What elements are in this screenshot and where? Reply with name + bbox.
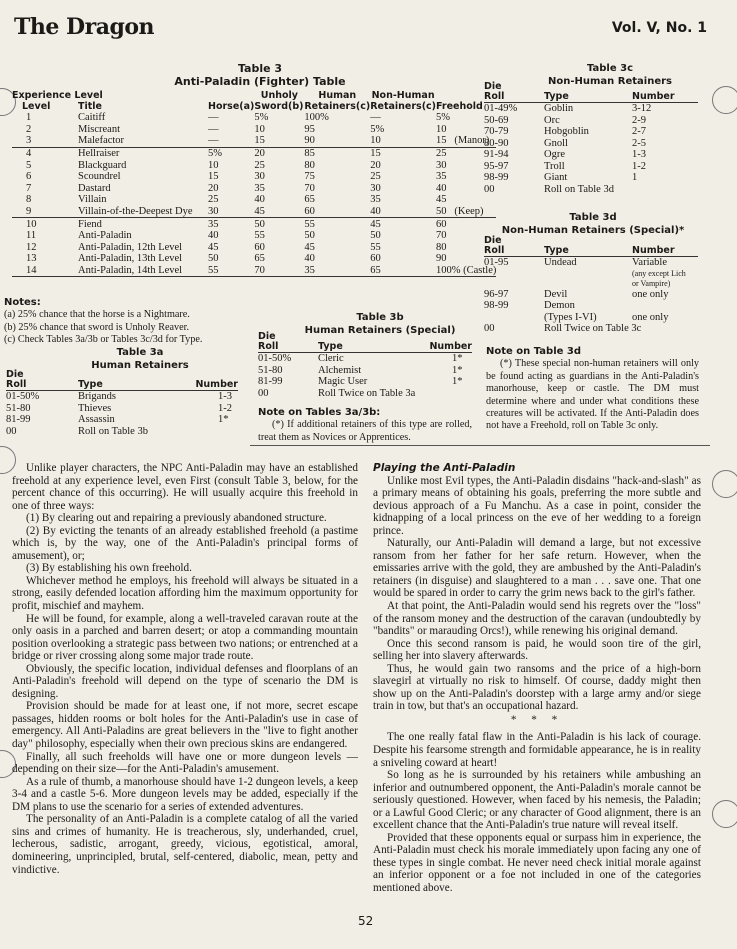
col-human-top: Human <box>318 90 357 101</box>
cell-sword: 5% <box>254 112 269 124</box>
binder-hole-mark <box>712 800 737 828</box>
paragraph: Whichever method he employs, his freehold will always be situated in a strong, easily defended location affording him the maximum opportunity for profit, mischief and mayhem. <box>12 574 358 613</box>
paragraph: At that point, the Anti-Paladin would send his regrets over the "loss" of the ransom money and the destruction of the caravan (undoubtedly by "bandits" or marauding Orcs!), while renewing his original demand. <box>373 599 701 638</box>
table-row <box>258 376 472 388</box>
table-row <box>484 269 698 279</box>
table-row <box>484 184 698 196</box>
cell-title: Villain-of-the-Deepest Dye <box>78 206 208 218</box>
table-row <box>12 218 496 230</box>
table3-subtitle: Anti-Paladin (Fighter) Table <box>174 75 346 88</box>
table3b-body <box>258 353 472 400</box>
paragraph: So long as he is surrounded by his retainers while ambushing an inferior and outnumbered opponent, the Anti-Paladin's morale cannot be seriously questioned. However, when faced by his nemesis, the Paladin; or a Lawful Good Cleric; or any character of Good alignment, there is an excellent chance that the Anti-Paladin's true nature will reveal itself. <box>373 769 701 832</box>
col-human: Retainers(c) <box>304 101 371 112</box>
cell-type: Goblin <box>544 103 574 114</box>
table-row <box>484 300 698 312</box>
table-row <box>484 103 698 115</box>
cell-horse: 50 <box>208 253 219 265</box>
paragraph: Unlike most Evil types, the Anti-Paladin disdains "hack-and-slash" as a primary means of obtaining his goals, preferring the more subtle and devious approach of a Fu Manchu. As a case in point, consider the kidnapping of a local princess on the eve of her wedding to a foreign prince. <box>373 474 701 537</box>
cell-level: 6 <box>26 171 32 183</box>
cell-number: 1 <box>632 172 638 183</box>
cell-level: 2 <box>26 123 32 135</box>
cell-roll: 01-49% <box>484 103 518 114</box>
table-row <box>12 171 496 183</box>
page-number: 52 <box>358 914 374 928</box>
note-tables-3a-3b <box>258 407 472 444</box>
cell-sword: 65 <box>254 253 265 265</box>
article-left-column <box>12 462 358 876</box>
table3a-body <box>6 391 238 438</box>
paragraph: Provision should be made for at least one, if not more, secret escape passages, hidden rooms or bolt holes for the Anti-Paladin's use in case of emergency. All Anti-Paladins are great believers in the "live to fight another day" philosophy, especially when their own precious skins are endangered. <box>12 700 358 751</box>
paragraph: Unlike player characters, the NPC Anti-Paladin may have an established freehold at any experience level, even First (consult Table 3, below, for the percent chance of this occurring). He will usually acquire this freehold in one of three ways: <box>12 462 358 512</box>
table3c <box>484 82 698 195</box>
table-row <box>6 414 238 426</box>
cell-horse: 40 <box>208 230 219 242</box>
table-row <box>12 265 496 277</box>
table3b-subtitle: Human Retainers (Special) <box>304 325 456 336</box>
cell-type: Hobgoblin <box>544 126 589 137</box>
cell-human-retainers: 85 <box>304 148 315 160</box>
cell-human-retainers: 80 <box>304 159 315 171</box>
table3d-title <box>484 211 702 237</box>
cell-sword: 55 <box>254 230 265 242</box>
cell-roll: 01-50% <box>258 353 292 364</box>
table-row <box>484 115 698 127</box>
cell-type: Troll <box>544 160 565 172</box>
cell-human-retainers: 55 <box>304 218 315 230</box>
cell-freehold: 45 <box>436 194 447 206</box>
anti-paladin-table <box>12 90 496 277</box>
col-level: Level <box>22 101 51 112</box>
table-row <box>12 183 496 195</box>
cell-freehold: 15 (Manor) <box>436 135 496 147</box>
cell-freehold: 100% (Castle) <box>436 265 497 277</box>
paragraph: As a rule of thumb, a manorhouse should have 1-2 dungeon levels, a keep 3-4 and a castle 5-6. More dungeon levels may be added, especially if the DM plans to use the scenario for a series of extended adventures. <box>12 775 358 813</box>
cell-number: 1* <box>452 364 463 376</box>
table-row <box>12 206 496 218</box>
table-row <box>484 172 698 184</box>
table-row <box>6 391 238 403</box>
cell-number: 2-5 <box>632 137 646 149</box>
cell-roll: 00 <box>484 323 495 334</box>
cell-title: Anti-Paladin, 13th Level <box>78 253 183 265</box>
table3d-subtitle: Non-Human Retainers (Special)* <box>501 225 685 236</box>
col-horse: Horse(a) <box>208 101 255 112</box>
table3d <box>484 236 698 335</box>
cell-level: 3 <box>12 135 78 147</box>
note-3ab-text: (*) If additional retainers of this type are rolled, treat them as Novices or Apprentices. <box>258 419 472 443</box>
cell-human-retainers: 60 <box>304 206 370 218</box>
cell-nonhuman-retainers: 50 <box>370 230 381 242</box>
table3a-col-type: Type <box>78 380 178 391</box>
right-paragraphs <box>373 475 701 713</box>
table3c-col-die: Die <box>484 81 502 92</box>
cell-freehold: 5% <box>436 112 451 124</box>
paragraph: The personality of an Anti-Paladin is a complete catalog of all the varied sins and crimes of humanity. He is treacherous, sly, underhanded, cruel, lecherous, sadistic, arrogant, greedy, vicious, egotistical, amoral, domineering, unprincipled, brutal, self-centered, diabolic, mean, petty and vindictive. <box>12 813 358 876</box>
cell-title: Anti-Paladin <box>78 230 132 242</box>
table3a-col-number: Number <box>178 380 238 391</box>
cell-sword: 15 <box>254 135 304 147</box>
note-b: (b) 25% chance that sword is Unholy Reaver. <box>4 321 190 333</box>
cell-roll: 50-69 <box>484 114 509 126</box>
note-table-3d <box>486 346 699 433</box>
cell-type: Magic User <box>318 376 368 387</box>
cell-number: 1* <box>452 376 463 387</box>
paragraph: Obviously, the specific location, individual defenses and floorplans of an Anti-Paladin's freehold will depend on the type of scenario the DM is designing. <box>12 662 358 700</box>
table-row <box>12 147 496 159</box>
cell-sword: 10 <box>254 123 265 135</box>
paragraph: (1) By clearing out and repairing a previously abandoned structure. <box>26 512 327 525</box>
col-nonhuman: Retainers(c) <box>370 101 437 112</box>
cell-number: 1-2 <box>218 402 232 414</box>
table3a <box>6 370 238 437</box>
cell-note: or Vampire) <box>632 278 671 288</box>
cell-freehold: 50 (Keep) <box>436 206 496 218</box>
table3b-col-die: Die <box>258 331 276 342</box>
table3a-title-text: Table 3a <box>116 347 164 358</box>
cell-type: Cleric <box>318 353 344 364</box>
cell-type: Gnoll <box>544 137 568 149</box>
cell-type: Giant <box>544 172 568 183</box>
cell-level: 8 <box>26 194 32 206</box>
table3c-body <box>484 103 698 196</box>
cell-level: 13 <box>26 253 37 265</box>
paragraph: He will be found, for example, along a well-traveled caravan route at the only oasis in a parched and barren desert; or atop a commanding mountain position overlooking a strategic pass between two nations; or entrenched at a bridge or river crossing along some major trade route. <box>12 612 358 663</box>
note-3d-title: Note on Table 3d <box>486 346 581 357</box>
table3b-col-roll: Roll <box>258 342 318 353</box>
cell-roll: 51-80 <box>6 402 31 414</box>
cell-human-retainers: 95 <box>304 123 315 135</box>
cell-title: Scoundrel <box>78 171 121 183</box>
cell-sword: 30 <box>254 171 265 183</box>
table3b-col-type: Type <box>318 342 412 353</box>
cell-number: 2-7 <box>632 126 646 137</box>
cell-human-retainers: 35 <box>304 265 370 277</box>
cell-horse: — <box>208 112 219 124</box>
cell-type: Roll Twice on Table 3a <box>318 387 416 399</box>
paragraph: (2) By evicting the tenants of an already established freehold (a pastime which is, by the way, one of the Anti-Paladin's principal forms of amusement), or; <box>12 524 358 562</box>
cell-roll: 98-99 <box>484 300 509 311</box>
binder-hole-mark <box>712 86 737 114</box>
table-row <box>258 353 472 365</box>
table-row <box>484 289 698 301</box>
table3d-col-die: Die <box>484 235 502 246</box>
cell-sword: 60 <box>254 241 265 253</box>
cell-horse: 55 <box>208 265 254 277</box>
cell-roll: 00 <box>258 387 269 399</box>
cell-horse: 20 <box>208 182 219 194</box>
cell-type: Brigands <box>78 391 116 402</box>
cell-freehold: 80 <box>436 241 447 253</box>
issue-label: Vol. V, No. 1 <box>611 20 707 36</box>
cell-type: Orc <box>544 114 560 126</box>
table-row <box>258 388 472 400</box>
cell-number: 1* <box>452 353 463 364</box>
cell-horse: 25 <box>208 194 219 206</box>
note-3d-text: (*) These special non-human retainers will only be found acting as guardians in the Anti-Paladin's manorhouse, keep or castle. The DM must determine where and under what conditions these creatures will be activated. If the Anti-Paladin does not have a Freehold, roll on Table 3c only. <box>486 358 699 432</box>
col-title: Title <box>78 101 102 112</box>
cell-sword: 40 <box>254 194 265 206</box>
cell-sword: 50 <box>254 218 265 230</box>
table3d-col-type: Type <box>544 246 632 257</box>
cell-roll: 00 <box>484 183 495 195</box>
note-c: (c) Check Tables 3a/3b or Tables 3c/3d for Type. <box>4 334 203 346</box>
cell-roll: 95-97 <box>484 160 509 172</box>
cell-roll: 70-79 <box>484 126 509 137</box>
cell-type: (Types I-VI) <box>544 311 597 323</box>
cell-roll: 01-50% <box>6 391 40 402</box>
cell-nonhuman-retainers: 20 <box>370 159 381 171</box>
cell-type: Roll Twice on Table 3c <box>544 323 642 334</box>
cell-title: Caitiff <box>78 112 106 124</box>
cell-number: 1-3 <box>218 391 232 402</box>
cell-sword: 45 <box>254 206 304 218</box>
cell-horse: 30 <box>208 206 254 218</box>
table-row <box>12 194 496 206</box>
table-row <box>484 149 698 161</box>
cell-title: Miscreant <box>78 123 120 135</box>
cell-nonhuman-retainers: 40 <box>370 206 436 218</box>
note-a: (a) 25% chance that the horse is a Nightmare. <box>4 309 190 321</box>
table3b-col-number: Number <box>412 342 472 353</box>
table-row <box>484 323 698 335</box>
table-row <box>12 159 496 171</box>
article-right-column <box>373 462 701 895</box>
col-experience: Experience Level <box>12 90 103 101</box>
table-row <box>12 230 496 242</box>
cell-freehold: 25 <box>436 148 447 160</box>
cell-level: 7 <box>26 182 32 194</box>
divider-rule <box>250 445 710 446</box>
paragraph: Provided that these opponents equal or surpass him in experience, the Anti-Paladin must check his morale immediately upon facing any one of these types in single combat. He never need check initial morale against an inferior opponent or a foe not included in one of the categories mentioned above. <box>373 831 701 894</box>
cell-number: 3-12 <box>632 103 652 114</box>
table3b-title-text: Table 3b <box>356 312 404 323</box>
cell-freehold: 10 <box>436 123 447 135</box>
section-divider: * * * <box>510 713 564 726</box>
cell-type: Devil <box>544 288 568 300</box>
cell-roll: 80-90 <box>484 137 509 149</box>
cell-nonhuman-retainers: 60 <box>370 253 381 265</box>
cell-roll: 00 <box>6 425 17 437</box>
table-row <box>12 112 496 124</box>
cell-human-retainers: 50 <box>304 230 315 242</box>
cell-number: 1-3 <box>632 149 646 160</box>
cell-nonhuman-retainers: 5% <box>370 123 385 135</box>
cell-roll: 96-97 <box>484 288 509 300</box>
cell-level: 14 <box>12 265 78 277</box>
cell-human-retainers: 75 <box>304 171 315 183</box>
table3d-col-roll: Roll <box>484 246 544 257</box>
table-row <box>484 138 698 150</box>
cell-note: (any except Lich <box>632 268 686 278</box>
cell-roll: 81-99 <box>6 414 31 425</box>
table3c-col-roll: Roll <box>484 92 544 103</box>
cell-title: Anti-Paladin, 14th Level <box>78 265 208 277</box>
paragraph: The one really fatal flaw in the Anti-Paladin is his lack of courage. Despite his fearsome strength and formidable appearance, he is in reality a sniveling coward at heart! <box>373 731 701 769</box>
cell-type: Roll on Table 3b <box>78 425 148 437</box>
cell-type: Thieves <box>78 402 112 414</box>
cell-freehold: 60 <box>436 218 447 230</box>
cell-horse: 45 <box>208 241 219 253</box>
cell-title: Fiend <box>78 218 102 230</box>
cell-freehold: 35 <box>436 171 447 183</box>
cell-human-retainers: 90 <box>304 135 370 147</box>
note-3ab-title: Note on Tables 3a/3b: <box>258 407 381 418</box>
cell-sword: 70 <box>254 265 304 277</box>
cell-title: Hellraiser <box>78 148 120 160</box>
table-row <box>484 257 698 269</box>
table3-body <box>12 112 496 277</box>
cell-human-retainers: 70 <box>304 182 315 194</box>
table3-title-text: Table 3 <box>237 62 283 75</box>
cell-freehold: 70 <box>436 230 447 242</box>
cell-roll: 51-80 <box>258 364 283 376</box>
table3c-col-type: Type <box>544 92 632 103</box>
cell-type: Demon <box>544 300 575 311</box>
cell-nonhuman-retainers: 15 <box>370 148 381 160</box>
cell-roll: 91-94 <box>484 149 509 160</box>
cell-roll: 01-95 <box>484 257 509 268</box>
cell-nonhuman-retainers: 45 <box>370 218 381 230</box>
table-row <box>12 124 496 136</box>
cell-sword: 20 <box>254 148 265 160</box>
cell-title: Malefactor <box>78 135 208 147</box>
cell-type: Roll on Table 3d <box>544 183 614 195</box>
cell-number: one only <box>632 311 669 323</box>
cell-number: 1-2 <box>632 160 646 172</box>
col-freehold: Freehold <box>436 101 483 112</box>
cell-type: Assassin <box>78 414 115 425</box>
cell-type: Undead <box>544 257 577 268</box>
section-heading: Playing the Anti-Paladin <box>373 462 516 474</box>
table3d-col-number: Number <box>632 246 698 257</box>
cell-human-retainers: 40 <box>304 253 315 265</box>
cell-nonhuman-retainers: 30 <box>370 182 381 194</box>
cell-level: 10 <box>26 218 37 230</box>
table3d-title-text: Table 3d <box>569 212 617 223</box>
paragraph: Thus, he would gain two ransoms and the price of a high-born slavegirl at virtually no risk to himself. Of course, daddy might then show up on the Anti-Paladin's doorstep with a large army and/or siege train in tow, but that's an occupational hazard. <box>373 662 701 713</box>
cell-number: 2-9 <box>632 114 646 126</box>
table3-notes <box>4 297 254 347</box>
cell-level: 5 <box>26 159 32 171</box>
table-row <box>12 242 496 254</box>
col-unholy-top: Unholy <box>260 90 298 101</box>
cell-title: Villain <box>78 194 107 206</box>
cell-level: 11 <box>26 230 37 242</box>
cell-level: 4 <box>26 148 32 160</box>
cell-level: 1 <box>26 112 32 124</box>
paragraph: Once this second ransom is paid, he would soon tire of the girl, selling her into slavery afterwards. <box>373 637 701 663</box>
cell-type: Ogre <box>544 149 565 160</box>
cell-horse: 10 <box>208 159 219 171</box>
table3a-subtitle: Human Retainers <box>91 360 189 371</box>
right-paragraphs-2 <box>373 731 701 894</box>
table-row <box>484 279 698 289</box>
cell-nonhuman-retainers: 25 <box>370 171 381 183</box>
paragraph: (3) By establishing his own freehold. <box>26 562 192 575</box>
paragraph: Naturally, our Anti-Paladin will demand a large, but not excessive ransom from her father for her safe return. However, when the emissaries arrive with the gold, they are ambushed by the Anti-Paladin's retainers (in disguise) and slaughtered to a man . . . save one. That one would be spared in order to carry the grim news back to the girl's father. <box>373 537 701 600</box>
cell-roll: 81-99 <box>258 376 283 387</box>
cell-nonhuman-retainers: 65 <box>370 265 436 277</box>
cell-title: Dastard <box>78 182 111 194</box>
binder-hole-mark <box>712 470 737 498</box>
cell-sword: 35 <box>254 182 265 194</box>
table-row <box>6 403 238 415</box>
cell-sword: 25 <box>254 159 265 171</box>
table3-title <box>150 62 370 88</box>
table-row <box>12 135 496 147</box>
table3c-subtitle: Non-Human Retainers <box>548 76 672 87</box>
cell-nonhuman-retainers: 55 <box>370 241 381 253</box>
col-nonhuman-top: Non-Human <box>371 90 435 101</box>
table-row <box>484 312 698 324</box>
table-row <box>12 253 496 265</box>
cell-freehold: 30 <box>436 159 447 171</box>
cell-number: one only <box>632 288 669 300</box>
cell-human-retainers: 65 <box>304 194 315 206</box>
table3b <box>258 332 472 399</box>
notes-title: Notes: <box>4 297 41 308</box>
cell-title: Anti-Paladin, 12th Level <box>78 241 183 253</box>
cell-nonhuman-retainers: 35 <box>370 194 381 206</box>
cell-level: 12 <box>26 241 37 253</box>
table3a-title <box>70 346 210 372</box>
cell-horse: 35 <box>208 218 219 230</box>
table-row <box>6 426 238 438</box>
cell-freehold: 40 <box>436 182 447 194</box>
col-unholy: Sword(b) <box>254 101 304 112</box>
cell-level: 9 <box>12 206 78 218</box>
cell-number: Variable <box>632 257 667 268</box>
table-row <box>258 365 472 377</box>
magazine-title: The Dragon <box>14 14 154 40</box>
cell-number: 1* <box>218 414 229 425</box>
cell-nonhuman-retainers: — <box>370 112 381 124</box>
cell-title: Blackguard <box>78 159 127 171</box>
table3c-title-text: Table 3c <box>586 63 633 74</box>
cell-roll: 98-99 <box>484 172 509 183</box>
cell-freehold: 90 <box>436 253 447 265</box>
table3a-col-die: Die <box>6 369 24 380</box>
cell-horse: — <box>208 123 219 135</box>
cell-human-retainers: 100% <box>304 112 329 124</box>
table3a-col-roll: Roll <box>6 380 78 391</box>
table-row <box>484 161 698 173</box>
cell-nonhuman-retainers: 10 <box>370 135 436 147</box>
table3c-col-number: Number <box>632 92 698 103</box>
table-row <box>484 126 698 138</box>
cell-type: Alchemist <box>318 364 362 376</box>
cell-horse: 15 <box>208 171 219 183</box>
cell-horse: 5% <box>208 148 222 160</box>
cell-human-retainers: 45 <box>304 241 315 253</box>
paragraph: Finally, all such freeholds will have one or more dungeon levels —depending on their size—for the Anti-Paladin's amusement. <box>12 750 358 776</box>
cell-horse: — <box>208 135 254 147</box>
